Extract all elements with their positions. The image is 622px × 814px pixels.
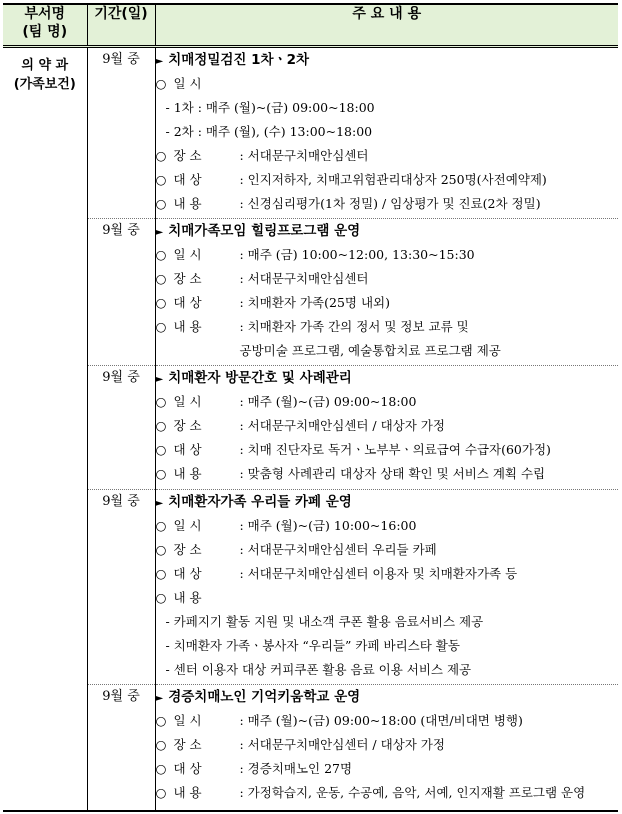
date-line: ○ 일 시 : 매주 (월)~(금) 10:00~16:00 — [156, 514, 619, 538]
bullet-icon: ○ — [155, 418, 167, 433]
place-line: ○ 장 소 : 서대문구치매안심센터 / 대상자 가정 — [156, 733, 619, 757]
period-cell: 9월 중 — [87, 47, 155, 219]
period-cell: 9월 중 — [87, 366, 155, 490]
header-department-line1: 부서명 — [24, 6, 66, 22]
bullet-icon: ○ — [155, 737, 167, 752]
schedule-table — [3, 3, 618, 812]
bullet-icon: ○ — [155, 172, 167, 187]
bullet-icon: ○ — [155, 76, 167, 91]
place-line: ○ 장 소 : 서대문구치매안심센터 / 대상자 가정 — [156, 414, 619, 438]
section-title: ► 치매환자가족 우리들 카페 운영 — [155, 494, 352, 510]
section-row-1 — [3, 47, 618, 219]
triangle-icon: ► — [155, 374, 164, 385]
department-cell — [3, 47, 87, 812]
section-title: ► 경증치매노인 기억키움학교 운영 — [155, 689, 361, 705]
bullet-icon: ○ — [155, 785, 167, 800]
target-line: ○ 대 상 : 경증치매노인 27명 — [156, 757, 619, 781]
section-title: ► 치매가족모임 힐링프로그램 운영 — [155, 223, 361, 239]
target-line: ○ 대 상 : 치매환자 가족(25명 내외) — [156, 291, 619, 315]
header-content: 주 요 내 용 — [155, 4, 618, 47]
target-line: ○ 대 상 : 서대문구치매안심센터 이용자 및 치매환자가족 등 — [156, 562, 619, 586]
content-continuation: 공방미술 프로그램, 예술통합치료 프로그램 제공 — [239, 343, 501, 358]
bullet-icon: ○ — [155, 466, 167, 481]
section-title: ► 치매정밀검진 1차ㆍ2차 — [155, 52, 310, 68]
bullet-icon: ○ — [155, 394, 167, 409]
target-line: ○ 대 상 : 인지저하자, 치매고위험관리대상자 250명(사전예약제) — [156, 168, 619, 192]
content-line: ○ 내 용 : 신경심리평가(1차 정밀) / 임상평가 및 진료(2차 정밀) — [156, 192, 619, 216]
triangle-icon: ► — [155, 693, 164, 704]
triangle-icon: ► — [155, 227, 164, 238]
bullet-icon: ○ — [155, 319, 167, 334]
bullet-icon: ○ — [155, 590, 167, 605]
date-line: ○ 일 시 : 매주 (월)~(금) 09:00~18:00 (대면/비대면 병행) — [156, 709, 619, 733]
bullet-icon: ○ — [155, 271, 167, 286]
date-line: ○ 일 시 : 매주 (월)~(금) 09:00~18:00 — [156, 390, 619, 414]
place-line: ○ 장 소 : 서대문구치매안심센터 — [156, 267, 619, 291]
content-sub-line: - 카페지기 활동 지원 및 내소객 쿠폰 활용 음료서비스 제공 — [165, 614, 484, 629]
content-cell — [155, 685, 618, 812]
content-sub-line: - 센터 이용자 대상 커피쿠폰 활용 음료 이용 서비스 제공 — [165, 662, 472, 677]
triangle-icon: ► — [155, 498, 164, 509]
bullet-icon: ○ — [155, 295, 167, 310]
section-row-4 — [3, 490, 618, 685]
section-title: ► 치매환자 방문간호 및 사례관리 — [155, 370, 352, 386]
content-cell — [155, 490, 618, 685]
period-cell: 9월 중 — [87, 490, 155, 685]
header-period: 기간(일) — [87, 4, 155, 47]
header-department — [3, 4, 87, 47]
header-row — [3, 4, 618, 47]
department-name: 의 약 과 — [21, 58, 69, 73]
content-cell — [155, 219, 618, 366]
date-line: ○ 일 시 — [156, 72, 619, 96]
bullet-icon: ○ — [155, 761, 167, 776]
bullet-icon: ○ — [155, 542, 167, 557]
period-cell: 9월 중 — [87, 219, 155, 366]
bullet-icon: ○ — [155, 518, 167, 533]
content-line: ○ 내 용 : 치매환자 가족 간의 정서 및 정보 교류 및 — [156, 315, 619, 339]
date-line: ○ 일 시 : 매주 (금) 10:00~12:00, 13:30~15:30 — [156, 243, 619, 267]
bullet-icon: ○ — [155, 247, 167, 262]
section-row-2 — [3, 219, 618, 366]
content-cell — [155, 47, 618, 219]
bullet-icon: ○ — [155, 148, 167, 163]
place-line: ○ 장 소 : 서대문구치매안심센터 우리들 카페 — [156, 538, 619, 562]
bullet-icon: ○ — [155, 442, 167, 457]
section-row-5 — [3, 685, 618, 812]
header-department-line2: (팀 명) — [22, 24, 68, 40]
bullet-icon: ○ — [155, 713, 167, 728]
period-cell: 9월 중 — [87, 685, 155, 812]
date-sub-line: - 2차 : 매주 (월), (수) 13:00~18:00 — [165, 124, 373, 139]
target-line: ○ 대 상 : 치매 진단자로 독거ㆍ노부부ㆍ의료급여 수급자(60가정) — [156, 438, 619, 462]
content-line: ○ 내 용 : 맞춤형 사례관리 대상자 상태 확인 및 서비스 계획 수립 — [156, 462, 619, 486]
content-sub-line: - 치매환자 가족ㆍ봉사자 “우리들” 카페 바리스타 활동 — [165, 638, 460, 653]
content-line: ○ 내 용 : 가정학습지, 운동, 수공예, 음악, 서예, 인지재활 프로그램 운영 — [156, 781, 619, 805]
place-line: ○ 장 소 : 서대문구치매안심센터 — [156, 144, 619, 168]
bullet-icon: ○ — [155, 566, 167, 581]
section-row-3 — [3, 366, 618, 490]
content-cell — [155, 366, 618, 490]
content-line: ○ 내 용 — [156, 586, 619, 610]
triangle-icon: ► — [155, 56, 164, 67]
department-team: (가족보건) — [13, 77, 76, 92]
date-sub-line: - 1차 : 매주 (월)~(금) 09:00~18:00 — [165, 100, 375, 115]
bullet-icon: ○ — [155, 196, 167, 211]
